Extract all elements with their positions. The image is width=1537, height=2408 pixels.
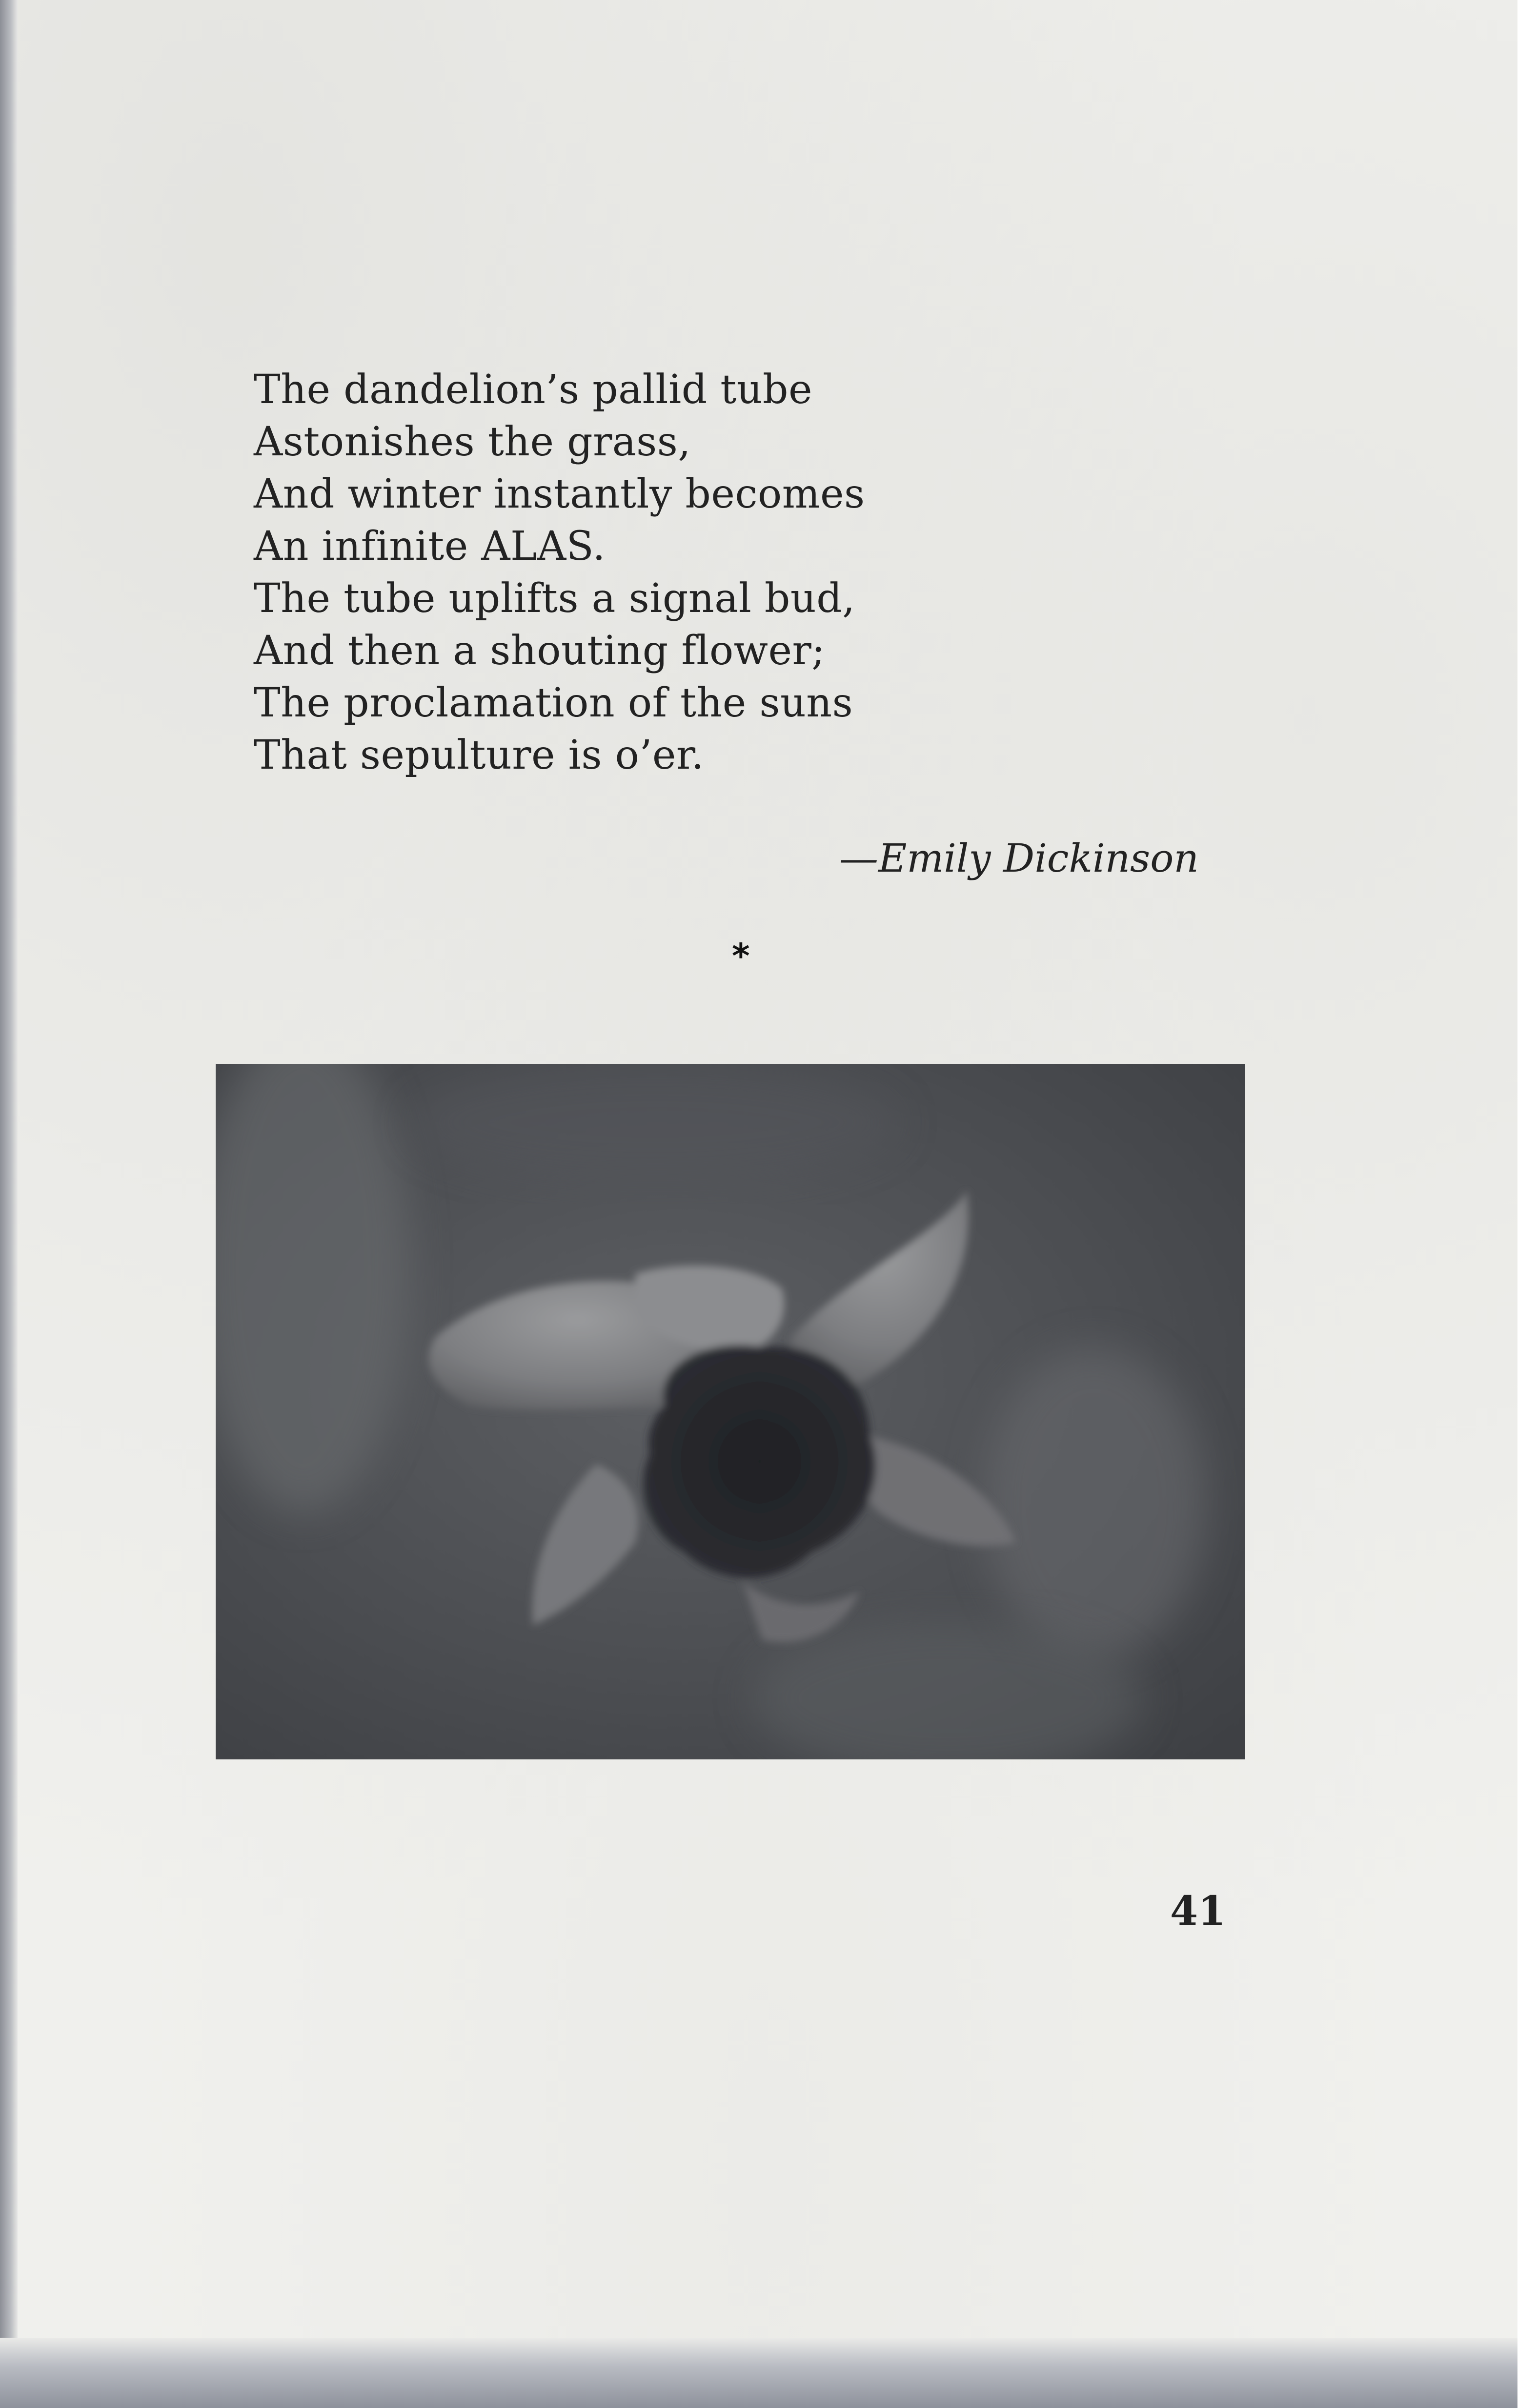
poem-line: The dandelion’s pallid tube xyxy=(254,367,813,413)
poem xyxy=(254,364,937,781)
poem-line: And then a shouting flower; xyxy=(254,628,826,674)
poem-attribution: —Emily Dickinson xyxy=(839,836,1199,881)
page-bottom-edge xyxy=(0,2338,1517,2408)
flower-photograph xyxy=(216,1064,1245,1759)
poem-line: And winter instantly becomes xyxy=(254,471,865,517)
page-number: 41 xyxy=(1170,1888,1226,1935)
page-right-edge xyxy=(1517,0,1537,2408)
poem-line: Astonishes the grass, xyxy=(254,419,691,465)
blurred-leaf xyxy=(982,1347,1206,1659)
poem-line: That sepulture is o’er. xyxy=(254,732,705,778)
poem-line: The proclamation of the suns xyxy=(254,680,853,726)
poem-line: An infinite ALAS. xyxy=(254,523,606,570)
section-separator: * xyxy=(732,936,750,976)
blurred-leaf xyxy=(411,1064,899,1181)
page-left-edge xyxy=(0,0,18,2408)
flower-photo-graphic xyxy=(216,1064,1245,1759)
poem-line: The tube uplifts a signal bud, xyxy=(254,575,855,622)
